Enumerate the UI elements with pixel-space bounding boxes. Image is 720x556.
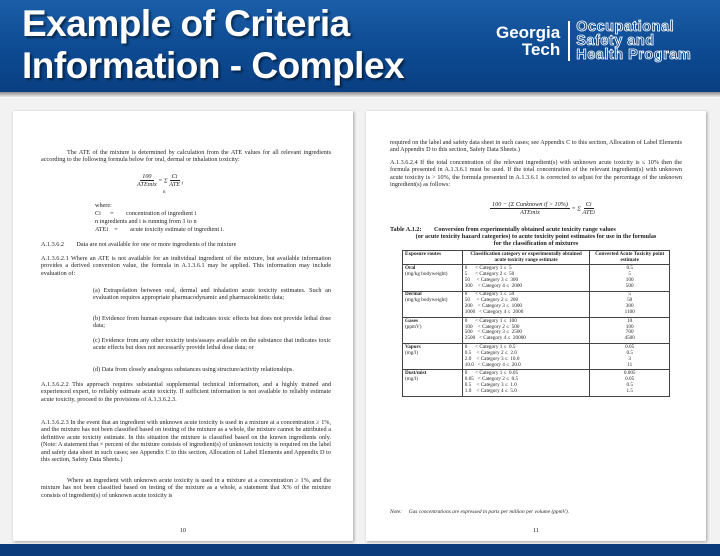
table-header-point-estimate: Converted Acute Toxicity point estimate [590,251,670,265]
category-range: 50 < Category 3 ≤ 300 [464,277,519,284]
table-title-line-2: (or acute toxicity hazard categories) to acute toxicity point estimates for use in the formulas [415,233,657,240]
category-range: 0.5 < Category 2 ≤ 2.0 [464,349,517,356]
corrected-ate-formula [490,201,595,217]
table-title: Table A.1.2: Conversion from experimentally obtained acute toxicity range values [390,226,616,233]
point-estimate: 500 [625,282,634,289]
slide-header [0,0,720,92]
exposure-route-cell [403,317,463,343]
corrected-formula-sum-sign: = Σ [571,205,581,213]
corrected-formula-numerator-left: 100 − (Σ Cunknown if > 10%) [492,201,568,208]
category-range: 0 < Category 1 ≤ 0.5 [464,343,516,350]
formula-sum-sign: = Σ [158,177,168,185]
point-estimate: 4500 [624,335,635,342]
point-estimate: 100 [625,277,634,284]
category-range: 1.0 < Category 4 ≤ 5.0 [464,387,517,394]
formula-denominator-left: ATEmix [137,181,157,189]
where-atei: ATEi = acute toxicity estimate of ingredient i. [95,226,224,233]
point-estimate: 0.5 [626,265,633,272]
point-estimate: 0.05 [625,343,635,350]
formula-subscript: i [181,181,183,187]
category-range-cell [462,317,590,343]
exposure-route-cell [403,265,463,291]
formula-numerator-left: 100 [142,173,152,180]
point-estimate: 10 [627,317,633,324]
formula-sum-index: n [163,190,166,195]
category-range-cell [462,370,590,396]
category-range: 2.0 < Category 3 ≤ 10.0 [464,355,520,362]
table-note: Note: Gas concentrations are expressed in parts per million per volume (ppmV). [390,509,569,515]
point-estimate-cell [590,265,670,291]
exposure-unit: (mg/kg bodyweight) [405,271,448,278]
category-range: 0.5 < Category 3 ≤ 1.0 [464,381,517,388]
category-range: 1000 < Category 4 ≤ 2000 [464,309,524,316]
program-line-3: Health Program [576,47,692,63]
point-estimate: 1100 [624,309,635,316]
corrected-formula-numerator-right: Ci [585,201,592,208]
title-line-1: Example of Criteria [22,3,350,44]
where-n: n ingredients and i is running from 1 to n [95,218,197,225]
corrected-formula-denominator-left: ATEmix [520,209,540,217]
exposure-route-cell [403,370,463,396]
program-name [576,20,691,62]
table-row [403,265,670,291]
category-range: 0 < Category 1 ≤ 50 [464,291,515,298]
where-ci: Ci = concentration of ingredient i [95,210,197,217]
table-body [403,265,670,396]
title-line-2: Information - Complex [22,45,405,86]
exposure-route: Vapors [405,343,421,350]
section-a136222: A.1.3.6.2.2 This approach requires substantial supplemental technical information, and a highly trained and experienced expert, to reliably estimate acute toxicity. If sufficient information is not available to reliably estimate acute toxicity, proceed to the provisions of A.1.3.6.2.3. [41,381,331,403]
section-a136224: A.1.3.6.2.4 If the total concentration of the relevant ingredient(s) with unknown acute toxicity is ≤ 10% then the formula presented in A.1.3.6.1 must be used. If the total concentration of the relevant ingredient(s) with unknown acute toxicity is > 10%, the formula presented in A.1.3.6.1 is corrected to adjust for the percentage of the unknown ingredient(s) as follows: [390,159,682,189]
ate-formula [137,173,183,189]
table-row [403,344,670,370]
exposure-unit: (mg/kg bodyweight) [405,297,448,304]
category-range-cell [462,265,590,291]
logo-wordmark [496,24,560,58]
point-estimate: 300 [625,303,634,310]
logo-line-1: Georgia [496,23,561,42]
document-page-right [366,111,706,541]
list-item-b: (b) Evidence from human exposure that indicates toxic effects but does not provide lethal dose data; [93,315,331,330]
table-header-row [403,251,670,265]
document-page-left [13,111,353,541]
point-estimate: 11 [627,361,633,368]
logo-line-2: Tech [521,40,561,59]
paragraph-ate-intro: The ATE of the mixture is determined by calculation from the ATE values for all relevant ingredients according to the following formula below for oral, dermal or inhalation toxicity: [41,149,331,164]
slide-footer-bar [0,544,720,556]
point-estimate: 700 [625,329,634,336]
page-number-right: 11 [533,527,539,534]
exposure-route-cell [403,291,463,317]
point-estimate: 0.05 [625,375,635,382]
point-estimate-cell [590,370,670,396]
section-a1362: A.1.3.6.2 Data are not available for one or more ingredients of the mixture [41,241,237,248]
where-label: where: [95,202,112,209]
conversion-table [402,250,670,397]
formula-numerator-right: Ci [171,173,178,180]
georgia-tech-logo [496,20,691,62]
category-range: 0.05 < Category 2 ≤ 0.5 [464,375,519,382]
paragraph-unknown-toxicity: Where an ingredient with unknown acute toxicity is used in a mixture at a concentration ≥ 1%, and the mixture has not been classified based on testing of the mixture as a whole, a statement that X% of the mixture consists of ingredient(s) of unknown acute toxicity is [41,477,331,499]
page-number-left: 10 [180,527,186,534]
point-estimate: 5 [628,271,631,278]
point-estimate: 0.5 [626,349,633,356]
category-range-cell [462,291,590,317]
corrected-formula-denominator-right: ATEi [582,209,595,217]
category-range: 10.0 < Category 4 ≤ 20.0 [464,361,521,368]
point-estimate: 3 [628,355,631,362]
category-range: 0 < Category 1 ≤ 100 [464,317,517,324]
category-range: 50 < Category 2 ≤ 200 [464,297,519,304]
table-header-exposure: Exposure routes [403,251,463,265]
point-estimate-cell [590,317,670,343]
section-a136221: A.1.3.6.2.1 Where an ATE is not available for an individual ingredient of the mixture, but available information provides a derived conversion value, the formula in A.1.3.6.1 may be applied. This information may include evaluation of: [41,255,331,277]
exposure-route: Dermal [405,291,422,298]
category-range: 500 < Category 3 ≤ 2500 [464,329,523,336]
paragraph-continued: required on the label and safety data sheet in such cases; see Appendix C to this section, Allocation of Label Elements and Appendix D to this section, Safety Data Sheets.) [390,139,682,154]
point-estimate-cell [590,291,670,317]
category-range: 2500 < Category 4 ≤ 20000 [464,335,526,342]
point-estimate: 100 [625,323,634,330]
logo-divider [568,21,570,61]
list-item-d: (d) Data from closely analogous substances using structure/activity relationships. [93,366,294,373]
point-estimate: 0.005 [623,370,636,377]
category-range: 0 < Category 1 ≤ 5 [464,265,512,272]
table-title-line-3: for the classification of mixtures [493,240,579,247]
category-range: 100 < Category 2 ≤ 500 [464,323,520,330]
table-row [403,370,670,396]
category-range: 0 < Category 1 ≤ 0.05 [464,370,519,377]
category-range: 300 < Category 4 ≤ 2000 [464,282,523,289]
table-header-category: Classification category or experimentally obtained acute toxicity range estimate [462,251,590,265]
exposure-route: Gases [405,317,418,324]
table-row [403,291,670,317]
category-range: 200 < Category 3 ≤ 1000 [464,303,523,310]
list-item-a: (a) Extrapolation between oral, dermal and inhalation acute toxicity estimates. Such an evaluation requires appropriate pharmacodynamic and pharmacokinetic data; [93,287,331,302]
category-range-cell [462,344,590,370]
program-line-1: Occupational [576,19,675,35]
slide-title [22,3,404,87]
point-estimate: 0.5 [626,381,633,388]
exposure-route: Oral [405,265,416,272]
table-row [403,317,670,343]
point-estimate-cell [590,344,670,370]
exposure-route: Dust/mist [405,370,427,377]
program-line-2: Safety and [576,33,655,49]
section-a136223: A.1.3.6.2.3 In the event that an ingredient with unknown acute toxicity is used in a mixture at a concentration ≥ 1%, and the mixture has not been classified based on testing of the mixture as a whole, the mixture cannot be attributed a definitive acute toxicity estimate. In this situation the mixture is classified based on the known ingredients only. (Note: A statement that × percent of the mixture consists of ingredient(s) of unknown toxicity is required on the label and safety data sheet in such cases; see Appendix C to this section, Allocation of Label Elements and Appendix D to this section, Safety Data Sheets.) [41,419,331,464]
category-range: 5 < Category 2 ≤ 50 [464,271,515,278]
exposure-unit: (mg/l) [405,349,418,356]
point-estimate: 1.5 [626,387,633,394]
document-canvas [0,98,720,544]
formula-denominator-right: ATE [169,181,180,189]
point-estimate: 50 [627,297,633,304]
exposure-route-cell [403,344,463,370]
list-item-c: (c) Evidence from any other toxicity tests/assays available on the substance that indicates toxic acute effects but does not necessarily provide lethal dose data; or [93,337,331,352]
point-estimate: 5 [628,291,631,298]
exposure-unit: (mg/l) [405,375,418,382]
exposure-unit: (ppmV) [405,323,422,330]
